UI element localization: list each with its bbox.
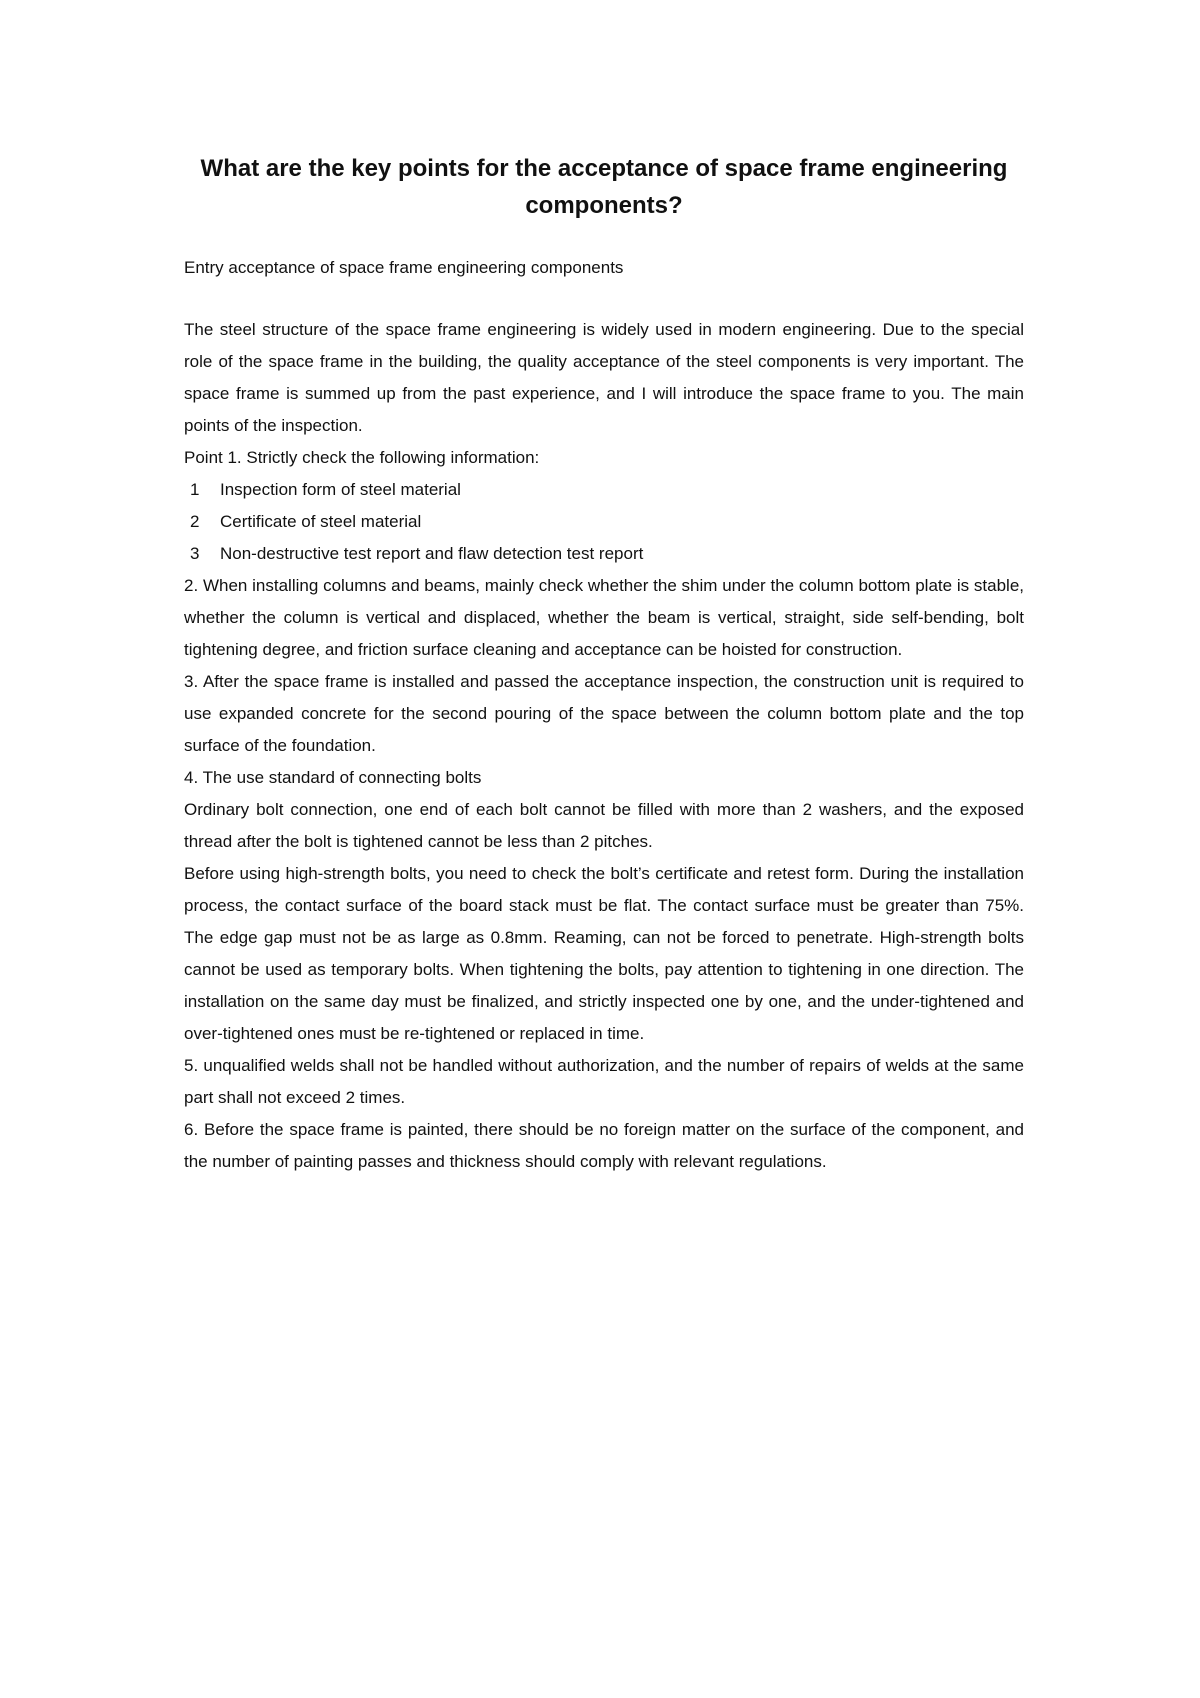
list-item [184,538,1024,570]
list-item [184,474,1024,506]
point-3-paragraph: 3. After the space frame is installed and passed the acceptance inspection, the construction unit is required to use expanded concrete for the second pouring of the space between the column bottom plate and the top surface of the foundation. [184,672,1024,755]
list-item-text: Non-destructive test report and flaw detection test report [220,544,644,563]
point-6-paragraph: 6. Before the space frame is painted, there should be no foreign matter on the surface of the component, and the number of painting passes and thickness should comply with relevant regulations. [184,1120,1024,1171]
point-1-list [184,474,1024,570]
intro-paragraph: The steel structure of the space frame engineering is widely used in modern engineering. Due to the special role of the space frame in the building, the quality acceptance of the steel components is very important. The space frame is summed up from the past experience, and I will introduce the space frame to you. The main points of the inspection. [184,320,1024,435]
point-1-heading: Point 1. Strictly check the following information: [184,448,540,467]
document-body [184,150,1024,1178]
list-item-number: 1 [190,480,200,499]
list-item-text: Certificate of steel material [220,512,422,531]
document-subtitle: Entry acceptance of space frame engineering components [184,258,624,277]
point-5-paragraph: 5. unqualified welds shall not be handled without authorization, and the number of repairs of welds at the same part shall not exceed 2 times. [184,1056,1024,1107]
list-item-number: 3 [190,544,200,563]
list-item-text: Inspection form of steel material [220,480,461,499]
point-2-paragraph: 2. When installing columns and beams, mainly check whether the shim under the column bottom plate is stable, whether the column is vertical and displaced, whether the beam is vertical, straight, side self-bending, bolt tightening degree, and friction surface cleaning and acceptance can be hoisted for construction. [184,576,1024,659]
list-item-number: 2 [190,512,200,531]
point-4-heading: 4. The use standard of connecting bolts [184,768,482,787]
list-item [184,506,1024,538]
document-title: What are the key points for the acceptance of space frame engineering components? [200,155,1008,219]
point-4-high-strength-bolts: Before using high-strength bolts, you need to check the bolt’s certificate and retest form. During the installation process, the contact surface of the board stack must be flat. The contact surface must be greater than 75%. The edge gap must not be as large as 0.8mm. Reaming, can not be forced to penetrate. High-strength bolts cannot be used as temporary bolts. When tightening the bolts, pay attention to tightening in one direction. The installation on the same day must be finalized, and strictly inspected one by one, and the under-tightened and over-tightened ones must be re-tightened or replaced in time. [184,864,1024,1043]
point-4-ordinary-bolts: Ordinary bolt connection, one end of each bolt cannot be filled with more than 2 washers, and the exposed thread after the bolt is tightened cannot be less than 2 pitches. [184,800,1024,851]
